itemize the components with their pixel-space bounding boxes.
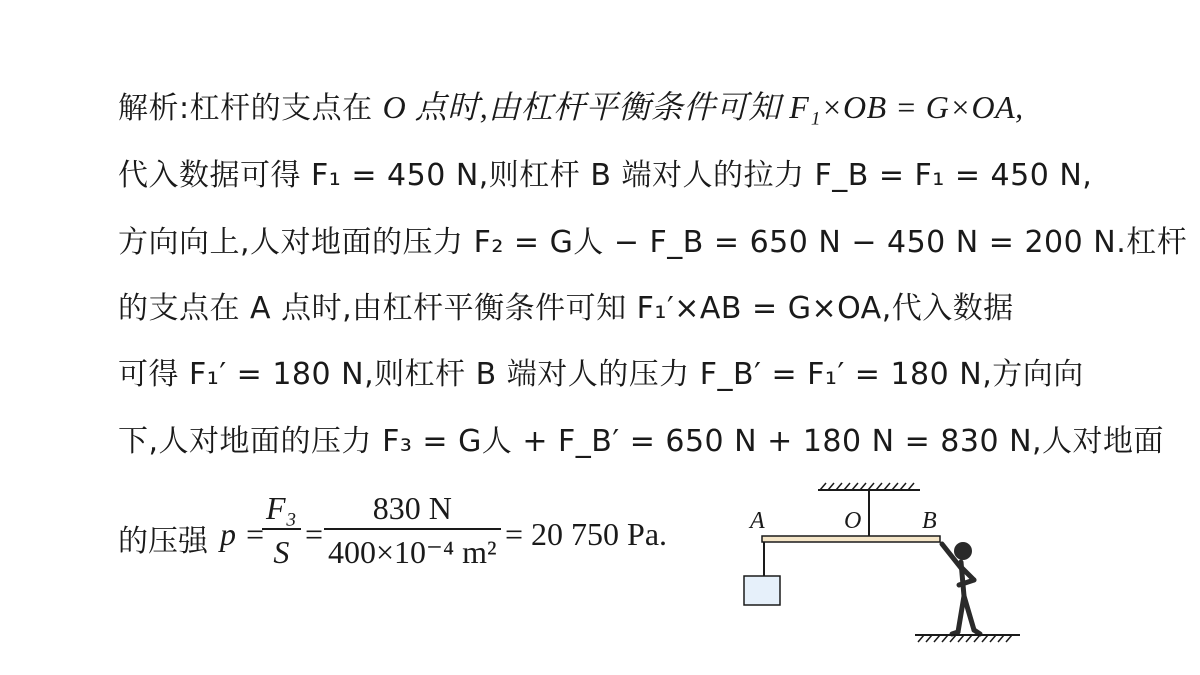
solution-line-6: 下,人对地面的压力 F₃ = G人 + F_B′ = 650 N + 180 N = 830 N,人对地面	[118, 424, 1165, 459]
solution-line-5: 可得 F₁′ = 180 N,则杠杆 B 端对人的压力 F_B′ = F₁′ = 180 N,方向向	[118, 357, 1084, 392]
label-a: A	[750, 508, 765, 534]
fraction-values	[324, 488, 501, 574]
ceiling-support	[818, 483, 920, 536]
hanging-box	[744, 576, 780, 605]
label-b: B	[922, 508, 937, 534]
solution-line-3: 方向向上,人对地面的压力 F₂ = G人 − F_B = 650 N − 450 N = 200 N.杠杆	[118, 225, 1188, 260]
fraction-denominator: S	[273, 534, 290, 570]
solution-line-1	[118, 82, 1068, 136]
lever-diagram	[730, 470, 1050, 650]
fraction-numerator: F₃	[266, 490, 297, 526]
equals-sign: =	[305, 516, 324, 552]
solution-line-4: 的支点在 A 点时,由杠杆平衡条件可知 F₁′×AB = G×OA,代入数据	[118, 291, 1014, 326]
ground	[915, 635, 1020, 642]
lever-bar	[762, 536, 940, 542]
pressure-symbol: p =	[220, 516, 266, 552]
pressure-result: = 20 750 Pa.	[505, 516, 668, 552]
line1-text: 解析:杠杆的支点在	[118, 91, 383, 126]
line1-expr: O 点时,由杠杆平衡条件可知 F₁×OB = G×OA,	[382, 89, 1024, 125]
fraction-values-denominator: 400×10⁻⁴ m²	[328, 534, 497, 570]
label-o: O	[844, 508, 862, 534]
fraction-f3-over-s	[262, 488, 301, 574]
fraction-values-numerator: 830 N	[372, 490, 452, 526]
final-prefix: 的压强	[118, 524, 208, 559]
person-figure	[942, 542, 980, 634]
solution-line-2: 代入数据可得 F₁ = 450 N,则杠杆 B 端对人的拉力 F_B = F₁ = 450 N,	[118, 158, 1093, 193]
